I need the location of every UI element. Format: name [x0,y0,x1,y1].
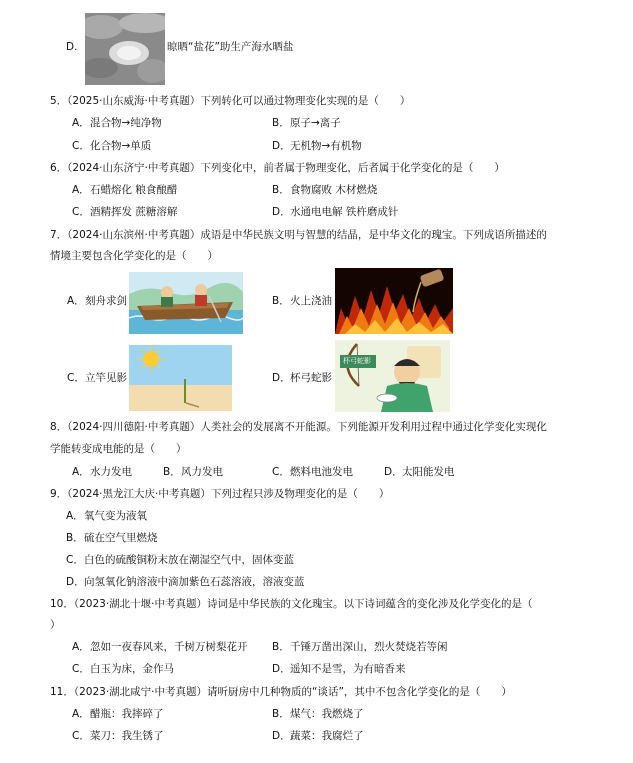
q9-option-d-letter: D． [66,576,85,588]
q11-option-d-text: 蔬菜：我腐烂了 [290,730,364,742]
q6-option-a-text: 石蜡熔化 粮食酿醋 [90,184,178,196]
q5-option-d-letter: D． [272,140,291,152]
q11-option-a-text: 醋瓶：我摔碎了 [90,708,164,720]
q7-option-d-text: 杯弓蛇影 [290,372,332,384]
q8-stem-line1: 8．（2024·四川德阳·中考真题）人类社会的发展离不开能源。下列能源开发利用过程中通过化学变化实现化 [50,421,547,433]
q7-stem-line1: 7．（2024·山东滨州·中考真题）成语是中华民族文明与智慧的结晶，是中华文化的瑰宝。下列成语所描述的 [50,229,547,241]
q6-option-c-text: 酒精挥发 蔗糖溶解 [90,206,178,218]
q5-option-b-text: 原子→离子 [290,117,341,129]
q11-option-d-letter: D． [272,730,291,742]
q11-option-b-text: 煤气：我燃烧了 [290,708,364,720]
q8-option-a-text: 水力发电 [90,466,132,478]
q7-option-a-letter: A． [67,295,85,307]
q8-option-d-text: 太阳能发电 [402,466,455,478]
q6-option-b-text: 食物腐败 木材燃烧 [290,184,378,196]
q9-option-a-letter: A． [66,510,84,522]
q10-stem-line1: 10．（2023·湖北十堰·中考真题）诗词是中华民族的文化瑰宝。以下诗词蕴含的变化涉及化学变化的是（ [50,598,533,610]
q5-option-a-text: 混合物→纯净物 [90,117,162,129]
q10-option-c-letter: C． [72,663,90,675]
q7-option-c-text: 立竿见影 [85,372,127,384]
pole-shadow-image [129,345,232,411]
q6-option-d-letter: D． [272,206,291,218]
q7-option-d-letter: D． [272,372,291,384]
q5-option-c-letter: C． [72,140,90,152]
q10-option-b-letter: B． [272,641,290,653]
q4-option-d-letter: D. [66,41,78,53]
q7-option-b-letter: B． [272,295,290,307]
q9-option-b-text: 硫在空气里燃烧 [84,532,158,544]
q9-stem: 9．（2024·黑龙江大庆·中考真题）下列过程只涉及物理变化的是（ ） [50,488,390,500]
q6-option-b-letter: B． [272,184,290,196]
carving-boat-image [129,272,243,334]
q6-option-a-letter: A． [72,184,90,196]
q11-option-a-letter: A． [72,708,90,720]
q10-option-c-text: 白玉为床，金作马 [90,663,174,675]
q6-option-c-letter: C． [72,206,90,218]
q7-option-b-text: 火上浇油 [290,295,332,307]
q10-option-d-text: 遥知不是雪，为有暗香来 [290,663,406,675]
q5-option-c-text: 化合物→单质 [90,140,152,152]
q7-stem-line2: 情境主要包含化学变化的是（ ） [50,250,218,262]
q8-option-c-text: 燃料电池发电 [290,466,353,478]
q4-option-d-text: 晾晒“盐花”助生产海水晒盐 [167,41,294,53]
q11-option-c-text: 菜刀：我生锈了 [90,730,164,742]
q9-option-c-letter: C． [66,554,84,566]
q5-stem: 5．（2025·山东威海·中考真题）下列转化可以通过物理变化实现的是（ ） [50,95,411,107]
q6-stem: 6．（2024·山东济宁·中考真题）下列变化中，前者属于物理变化，后者属于化学变化的是（ ） [50,162,505,174]
q6-option-d-text: 水通电电解 铁杵磨成针 [290,206,399,218]
q8-option-b-letter: B． [163,466,181,478]
q10-stem-line2: ） [50,619,61,631]
q11-option-c-letter: C． [72,730,90,742]
q5-option-a-letter: A． [72,117,90,129]
q7-option-a-text: 刻舟求剑 [85,295,127,307]
q9-option-c-text: 白色的硫酸铜粉末放在潮湿空气中，固体变蓝 [84,554,294,566]
bow-snake-image [335,340,450,412]
q8-option-d-letter: D． [384,466,403,478]
q9-option-b-letter: B． [66,532,84,544]
q8-option-a-letter: A． [72,466,90,478]
q11-option-b-letter: B． [272,708,290,720]
q10-option-b-text: 千锤万凿出深山，烈火焚烧若等闲 [290,641,448,653]
q8-stem-line2: 学能转变成电能的是（ ） [50,443,187,455]
q9-option-a-text: 氧气变为液氧 [84,510,147,522]
fire-oil-image [335,268,453,334]
q9-option-d-text: 向氢氧化钠溶液中滴加紫色石蕊溶液，溶液变蓝 [84,576,305,588]
q7-option-c-letter: C． [67,372,85,384]
q8-option-b-text: 风力发电 [181,466,223,478]
q5-option-b-letter: B． [272,117,290,129]
q5-option-d-text: 无机物→有机物 [290,140,362,152]
salt-flower-photo [85,13,165,85]
q10-option-a-letter: A． [72,641,90,653]
q11-stem: 11．（2023·湖北咸宁·中考真题）请听厨房中几种物质的“谈话”，其中不包含化学变化的是（ ） [50,686,512,698]
q8-option-c-letter: C． [272,466,290,478]
q10-option-d-letter: D． [272,663,291,675]
bow-snake-caption: 杯弓蛇影 [343,357,371,365]
q10-option-a-text: 忽如一夜春风来，千树万树梨花开 [90,641,248,653]
